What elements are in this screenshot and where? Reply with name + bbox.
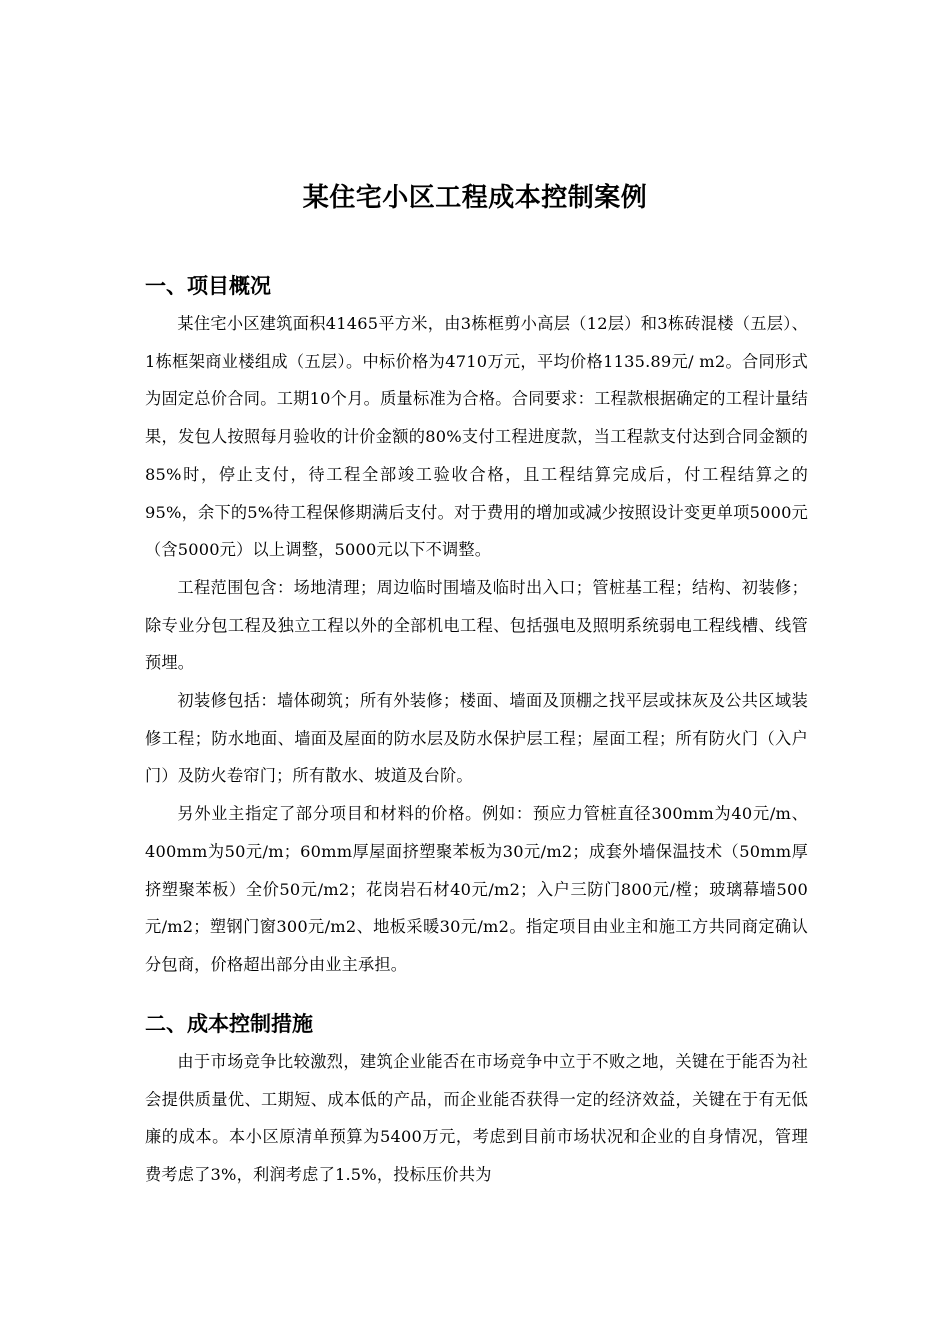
paragraph: 初装修包括：墙体砌筑；所有外装修；楼面、墙面及顶棚之找平层或抹灰及公共区域装修工程；防水地面、墙面及屋面的防水层及防水保护层工程；屋面工程；所有防火门（入户门）及防火卷帘门；所有散水、坡道及台阶。: [145, 691, 808, 786]
section-cost-control: [145, 1005, 808, 1194]
section-heading: 一、项目概况: [145, 274, 271, 298]
paragraph: 某住宅小区建筑面积41465平方米，由3栋框剪小高层（12层）和3栋砖混楼（五层）、1栋框架商业楼组成（五层）。中标价格为4710万元，平均价格1135.89元/ m2。合同形式为固定总价合同。工期10个月。质量标准为合格。合同要求：工程款根据确定的工程计量结果，发包人按照每月验收的计价金额的80%支付工程进度款，当工程款支付达到合同金额的85%时，停止支付，待工程全部竣工验收合格，且工程结算完成后，付工程结算之的95%，余下的5%待工程保修期满后支付。对于费用的增加或减少按照设计变更单项5000元（含5000元）以上调整，5000元以下不调整。: [145, 314, 808, 560]
section-project-overview: [145, 267, 808, 984]
paragraph: 另外业主指定了部分项目和材料的价格。例如：预应力管桩直径300mm为40元/m、400mm为50元/m；60mm厚屋面挤塑聚苯板为30元/m2；成套外墙保温技术（50mm厚挤塑聚苯板）全价50元/m2；花岗岩石材40元/m2；入户三防门800元/樘；玻璃幕墙500元/m2；塑钢门窗300元/m2、地板采暖30元/m2。指定项目由业主和施工方共同商定确认分包商，价格超出部分由业主承担。: [145, 804, 808, 974]
document-title: 某住宅小区工程成本控制案例: [302, 183, 648, 213]
paragraph: 工程范围包含：场地清理；周边临时围墙及临时出入口；管桩基工程；结构、初装修；除专业分包工程及独立工程以外的全部机电工程、包括强电及照明系统弱电工程线槽、线管预埋。: [145, 577, 808, 673]
section-heading: 二、成本控制措施: [145, 1012, 313, 1036]
paragraph: 由于市场竞争比较激烈，建筑企业能否在市场竞争中立于不败之地，关键在于能否为社会提供质量优、工期短、成本低的产品，而企业能否获得一定的经济效益，关键在于有无低廉的成本。本小区原清单预算为5400万元，考虑到目前市场状况和企业的自身情况，管理费考虑了3%，利润考虑了1.5%，投标压价共为: [145, 1052, 808, 1185]
